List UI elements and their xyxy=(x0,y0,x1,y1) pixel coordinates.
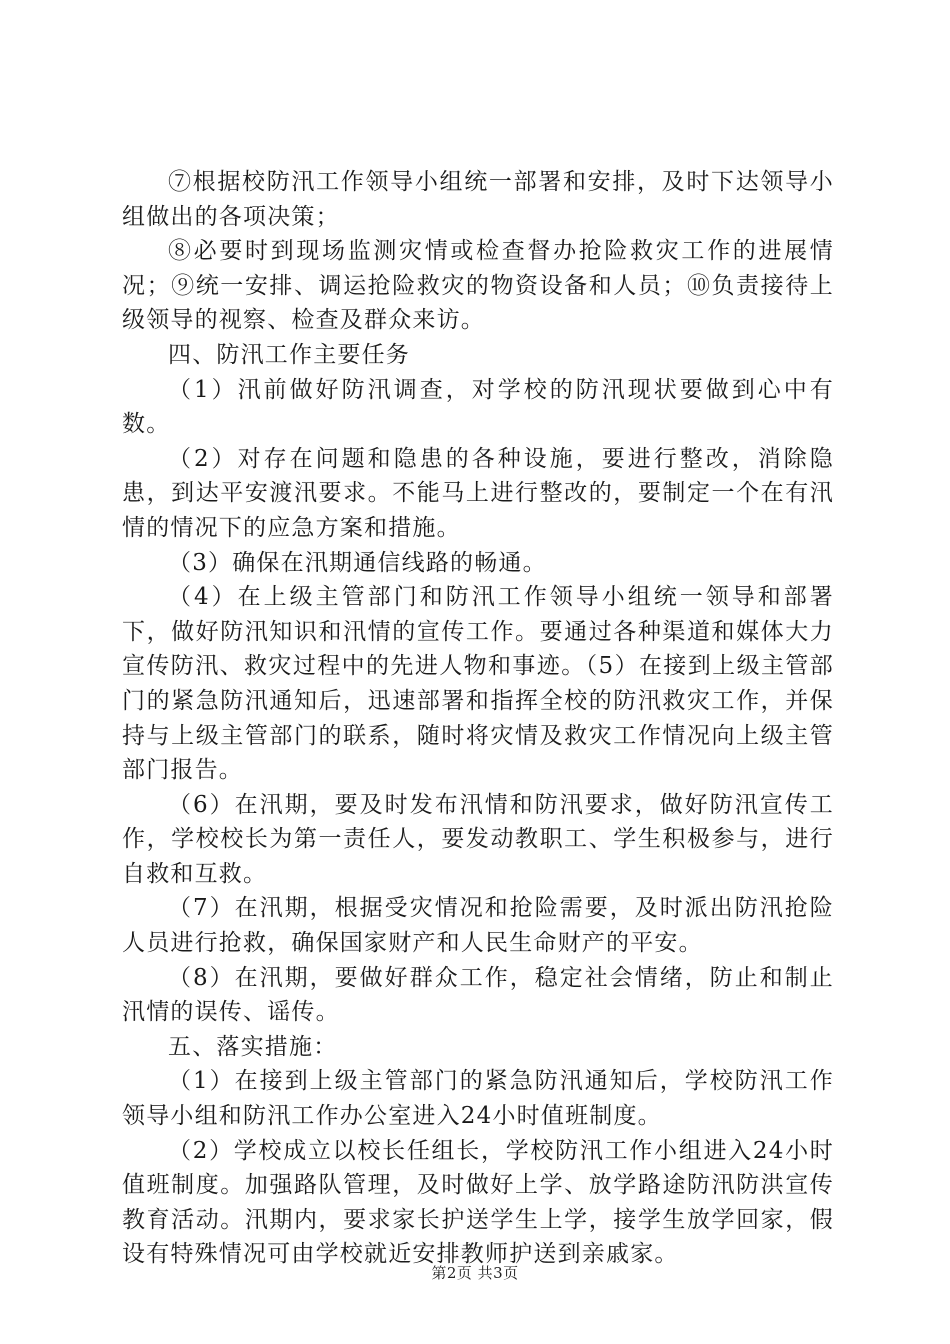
section-heading-measures: 五、落实措施： xyxy=(168,1033,338,1060)
task-2: （2）对存在问题和隐患的各种设施，要进行整改，消除隐患，到达平安渡汛要求。不能马上进行整改的，要制定一个在有汛情的情况下的应急方案和措施。 xyxy=(122,445,834,541)
measure-1: （1）在接到上级主管部门的紧急防汛通知后，学校防汛工作领导小组和防汛工作办公室进入24小时值班制度。 xyxy=(122,1068,834,1130)
measure-2: （2）学校成立以校长任组长，学校防汛工作小组进入24小时值班制度。加强路队管理，及时做好上学、放学路途防汛防洪宣传教育活动。汛期内，要求家长护送学生上学，接学生放学回家，假设有特殊情况可由学校就近安排教师护送到亲戚家。 xyxy=(122,1137,834,1268)
task-6: （6）在汛期，要及时发布汛情和防汛要求，做好防汛宣传工作，学校校长为第一责任人，要发动教职工、学生积极参与，进行自救和互救。 xyxy=(122,791,834,887)
task-7: （7）在汛期，根据受灾情况和抢险需要，及时派出防汛抢险人员进行抢救，确保国家财产和人民生命财产的平安。 xyxy=(122,895,834,957)
task-8: （8）在汛期，要做好群众工作，稳定社会情绪，防止和制止汛情的误传、谣传。 xyxy=(122,964,834,1026)
paragraph-item-7: ⑦根据校防汛工作领导小组统一部署和安排，及时下达领导小组做出的各项决策； xyxy=(122,169,834,230)
task-1: （1）汛前做好防汛调查，对学校的防汛现状要做到心中有数。 xyxy=(122,376,834,438)
page-number-footer: 第2页 共3页 xyxy=(431,1264,519,1282)
paragraph-items-8-10: ⑧必要时到现场监测灾情或检查督办抢险救灾工作的进展情况；⑨统一安排、调运抢险救灾的物资设备和人员；⑩负责接待上级领导的视察、检查及群众来访。 xyxy=(122,238,834,334)
task-3: （3）确保在汛期通信线路的畅通。 xyxy=(168,549,547,576)
document-body xyxy=(122,165,834,1272)
task-4-5: （4）在上级主管部门和防汛工作领导小组统一领导和部署下，做好防汛知识和汛情的宣传工作。要通过各种渠道和媒体大力宣传防汛、救灾过程中的先进人物和事迹。（5）在接到上级主管部门的紧急防汛通知后，迅速部署和指挥全校的防汛救灾工作，并保持与上级主管部门的联系，随时将灾情及救灾工作情况向上级主管部门报告。 xyxy=(122,584,834,784)
section-heading-main-tasks: 四、防汛工作主要任务 xyxy=(168,341,410,368)
